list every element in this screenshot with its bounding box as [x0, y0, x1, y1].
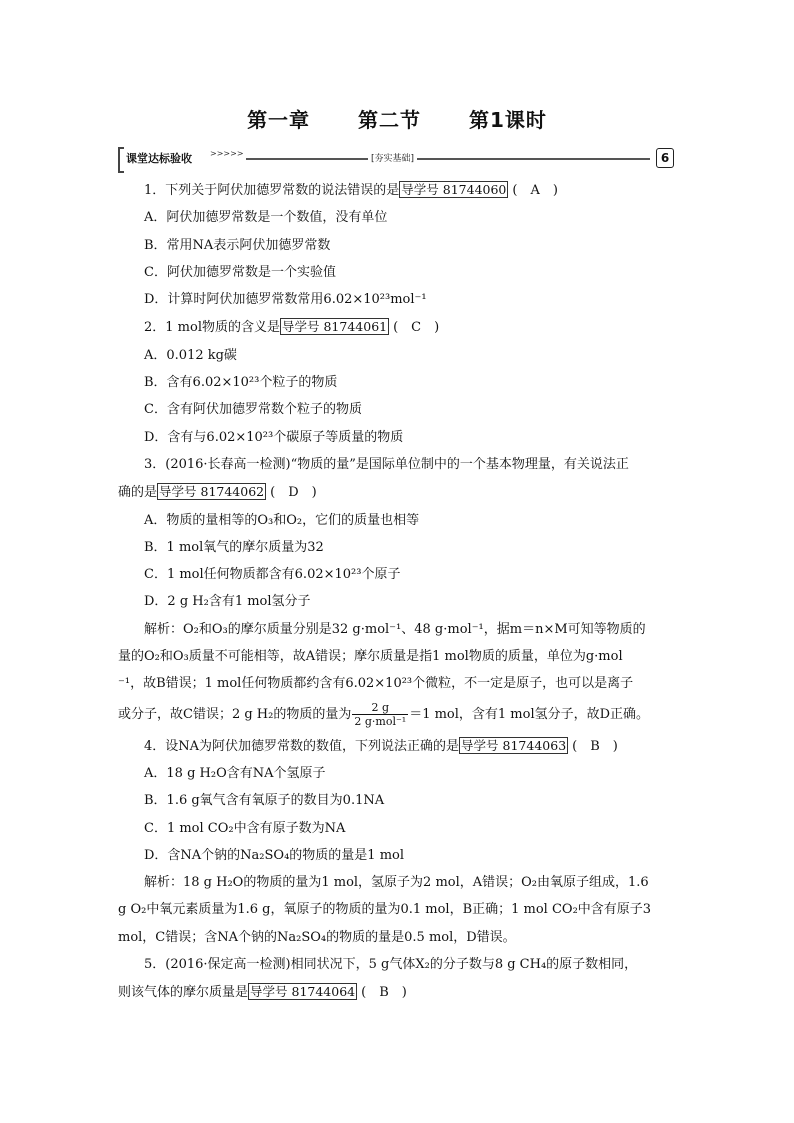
option: B．常用NA表示阿伏加德罗常数: [144, 237, 331, 253]
option: B．含有6.02×10²³个粒子的物质: [144, 375, 338, 391]
bar-corner: [118, 147, 124, 173]
option: C．阿伏加德罗常数是一个实验值: [144, 264, 336, 280]
question-1-stem: 1．下列关于阿伏加德罗常数的说法错误的是 导学号 81744060 ( A ): [144, 182, 558, 198]
chapter-title: 第一章: [247, 108, 311, 132]
question-4-stem: 4．设NA为阿伏加德罗常数的数值，下列说法正确的是 导学号 81744063 ( B ): [144, 737, 618, 754]
option: D．含有与6.02×10²³个碳原子等质量的物质: [144, 429, 404, 445]
guide-number-link[interactable]: 导学号 81744061: [282, 319, 388, 335]
answer: ( C ): [393, 320, 440, 336]
option: A．0.012 kg碳: [144, 347, 237, 363]
section-bar: [118, 147, 678, 169]
analysis-line: 解析：O₂和O₃的摩尔质量分别是32 g·mol⁻¹、48 g·mol⁻¹，据m＝n×M可知等物质的: [144, 621, 646, 637]
option: D．计算时阿伏加德罗常数常用6.02×10²³mol⁻¹: [144, 292, 427, 308]
question-5-stem-line1: 5．(2016·保定高一检测)相同状况下，5 g气体X₂的分子数与8 g CH₄的原子数相同，: [144, 957, 638, 973]
option: A．阿伏加德罗常数是一个数值，没有单位: [144, 210, 388, 226]
option: B．1.6 g氧气含有氧原子的数目为0.1NA: [144, 793, 385, 809]
guide-number-link[interactable]: 导学号 81744060: [401, 182, 507, 197]
guide-number-link[interactable]: 导学号 81744064: [250, 984, 356, 1000]
option: D．2 g H₂含有1 mol氢分子: [144, 594, 311, 610]
lesson-title: 第1课时: [469, 108, 547, 132]
question-2-stem: 2．1 mol物质的含义是 导学号 81744061 ( C ): [144, 319, 440, 336]
page-title: [0, 104, 794, 133]
option: A．物质的量相等的O₃和O₂，它们的质量也相等: [144, 512, 420, 528]
question-5-stem-line2: 则该气体的摩尔质量是 导学号 81744064 ( B ): [118, 984, 407, 1001]
arrows-decoration: >>>>>: [210, 149, 244, 158]
guide-number-link[interactable]: 导学号 81744062: [159, 484, 265, 500]
analysis-line: 解析：18 g H₂O的物质的量为1 mol，氢原子为2 mol，A错误；O₂由氧原子组成，1.6: [144, 875, 649, 891]
section-number-badge: 6: [656, 148, 674, 168]
analysis-line: mol，C错误；含NA个钠的Na₂SO₄的物质的量是0.5 mol，D错误。: [118, 929, 516, 945]
analysis-line: 或分子，故C错误；2 g H₂的物质的量为 $\frac{2 g}{\text{2 g·mol⁻¹}}$ ＝1 mol，含有1 mol氢分子，故D正确。: [118, 700, 650, 728]
fraction: $\frac{2 g}{\text{2 g·mol⁻¹}}$: [354, 700, 407, 728]
section-tag: [夯实基础]: [368, 151, 417, 164]
divider-line: [246, 158, 650, 160]
analysis-line: 量的O₂和O₃质量不可能相等，故A错误；摩尔质量是指1 mol物质的质量，单位为g·mol: [118, 649, 623, 665]
answer: ( D ): [270, 485, 317, 501]
question-content: [118, 176, 678, 1007]
answer: ( B ): [572, 738, 618, 754]
question-3-stem-line1: 3．(2016·长春高一检测)“物质的量”是国际单位制中的一个基本物理量，有关说法正: [144, 456, 629, 472]
option: D．含NA个钠的Na₂SO₄的物质的量是1 mol: [144, 847, 405, 863]
analysis-line: ⁻¹，故B错误；1 mol任何物质都约含有6.02×10²³个微粒，不一定是原子，也可以是离子: [118, 676, 634, 692]
option: C．1 mol CO₂中含有原子数为NA: [144, 820, 346, 836]
option: C．含有阿伏加德罗常数个粒子的物质: [144, 402, 362, 418]
option: B．1 mol氧气的摩尔质量为32: [144, 539, 324, 555]
option: C．1 mol任何物质都含有6.02×10²³个原子: [144, 567, 401, 583]
answer: ( B ): [361, 985, 407, 1001]
question-3-stem-line2: 确的是 导学号 81744062 ( D ): [118, 484, 317, 501]
section-title: 第二节: [358, 108, 422, 132]
analysis-line: g O₂中氧元素质量为1.6 g，氧原子的物质的量为0.1 mol，B正确；1 mol CO₂中含有原子3: [118, 902, 652, 918]
answer: ( A ): [512, 183, 558, 198]
section-label: 课堂达标验收: [126, 152, 192, 165]
guide-number-link[interactable]: 导学号 81744063: [461, 737, 567, 753]
option: A．18 g H₂O含有NA个氢原子: [144, 765, 326, 781]
